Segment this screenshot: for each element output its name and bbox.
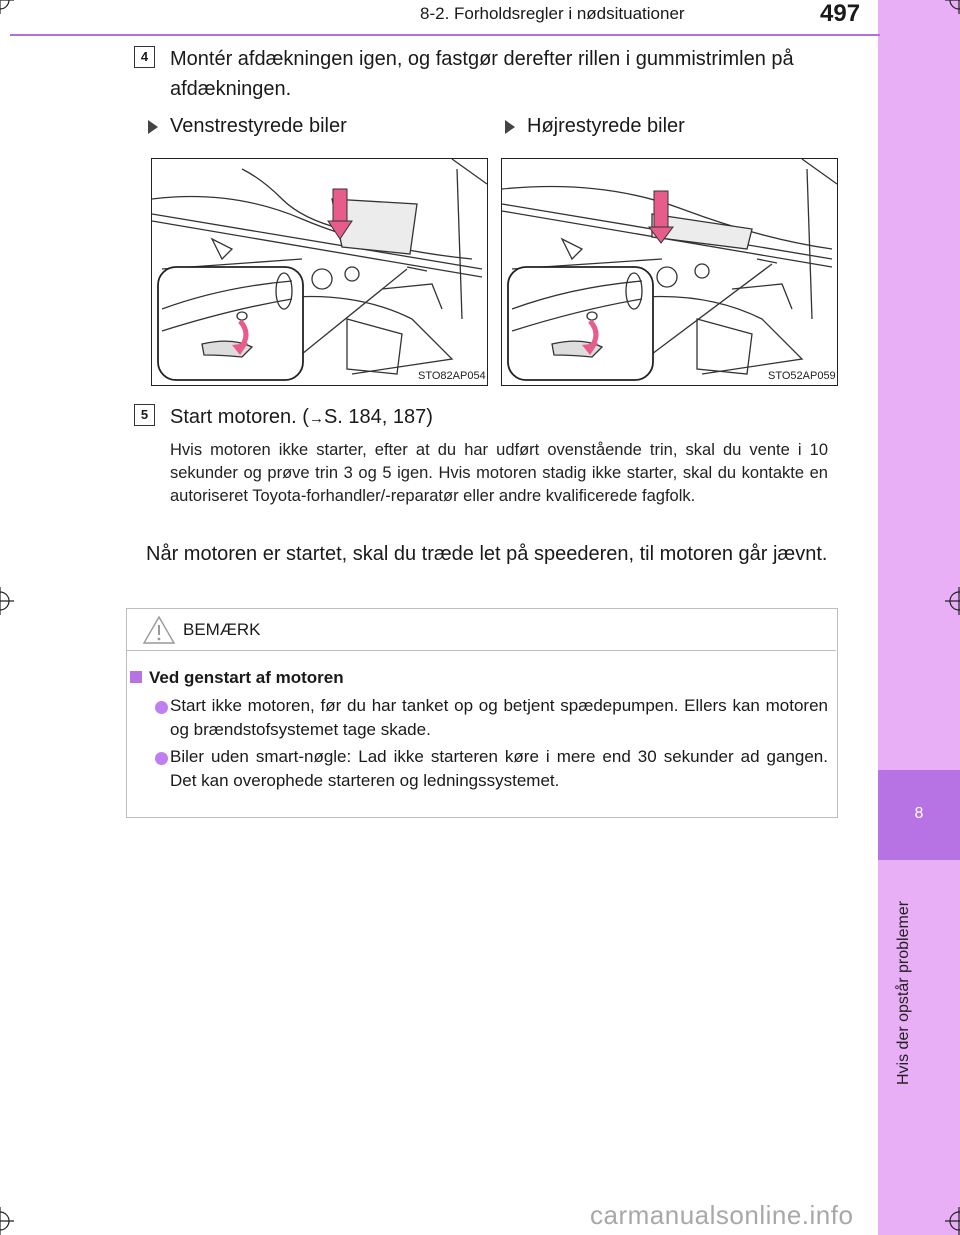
page-reference: S. 184, 187) [323,406,433,428]
figure-label-left [148,115,347,138]
crop-mark-icon [945,0,960,14]
step-4-text: Montér afdækningen igen, og fastgør derefter rillen i gummistrimlen på afdækningen. [170,48,794,100]
page-number: 497 [820,0,861,27]
triangle-marker-icon [505,120,515,134]
header-rule [10,34,880,36]
notice-subheading [130,668,344,688]
crop-mark-icon [945,1207,960,1235]
notice-title: BEMÆRK [183,620,261,639]
warning-triangle-icon [142,615,176,645]
illustration-left-hand-drive [151,158,488,386]
bullet-icon [155,752,168,765]
triangle-marker-icon [148,120,158,134]
section-title: 8-2. Forholdsregler i nødsituationer [420,4,685,23]
square-bullet-icon [130,671,142,683]
after-start-text: Når motoren er startet, skal du træde let på speederen, til motoren går jævnt. [146,543,828,565]
figure-code: STO82AP054 [418,370,486,382]
bullet-icon [155,701,168,714]
watermark: carmanualsonline.info [590,1200,854,1230]
step-number-box: 5 [134,404,155,426]
crop-mark-icon [945,587,960,615]
notice-subheading-text: Ved genstart af motoren [149,668,344,687]
step-number-box: 4 [134,46,155,68]
engine-bay-illustration [152,159,487,385]
engine-bay-illustration [502,159,837,385]
crop-mark-icon [0,587,14,615]
figure-label-text: Venstrestyrede biler [170,115,347,137]
chapter-side-tab [878,0,960,1235]
illustration-right-hand-drive [501,158,838,386]
reference-arrow-icon: → [308,410,324,427]
crop-mark-icon [0,0,14,14]
chapter-number: 8 [914,805,924,822]
chapter-label: Hvis der opstår problemer [895,900,912,1085]
step-5-detail: Hvis motoren ikke starter, efter at du har udført ovenstående trin, skal du vente i 10 sekunder og prøve trin 3 og 5 igen. Hvis motoren stadig ikke starter, skal du kontakte en autoriseret Toyota-forhandler/-reparatør eller andre kvalificerede fagfolk. [170,441,828,505]
step-5-text [170,402,433,434]
notice-bullet: Start ikke motoren, før du har tanket op og betjent spædepumpen. Ellers kan motoren og brændstofsystemet tage skade. [170,696,828,739]
figure-code: STO52AP059 [768,370,836,382]
step-5-prefix: Start motoren. ( [170,406,309,428]
crop-mark-icon [0,1207,14,1235]
figure-label-text: Højrestyrede biler [527,115,685,137]
figure-label-right [505,115,685,138]
notice-bullet: Biler uden smart-nøgle: Lad ikke starteren køre i mere end 30 sekunder ad gangen. Det kan overophede starteren og ledningssystemet. [170,747,828,790]
